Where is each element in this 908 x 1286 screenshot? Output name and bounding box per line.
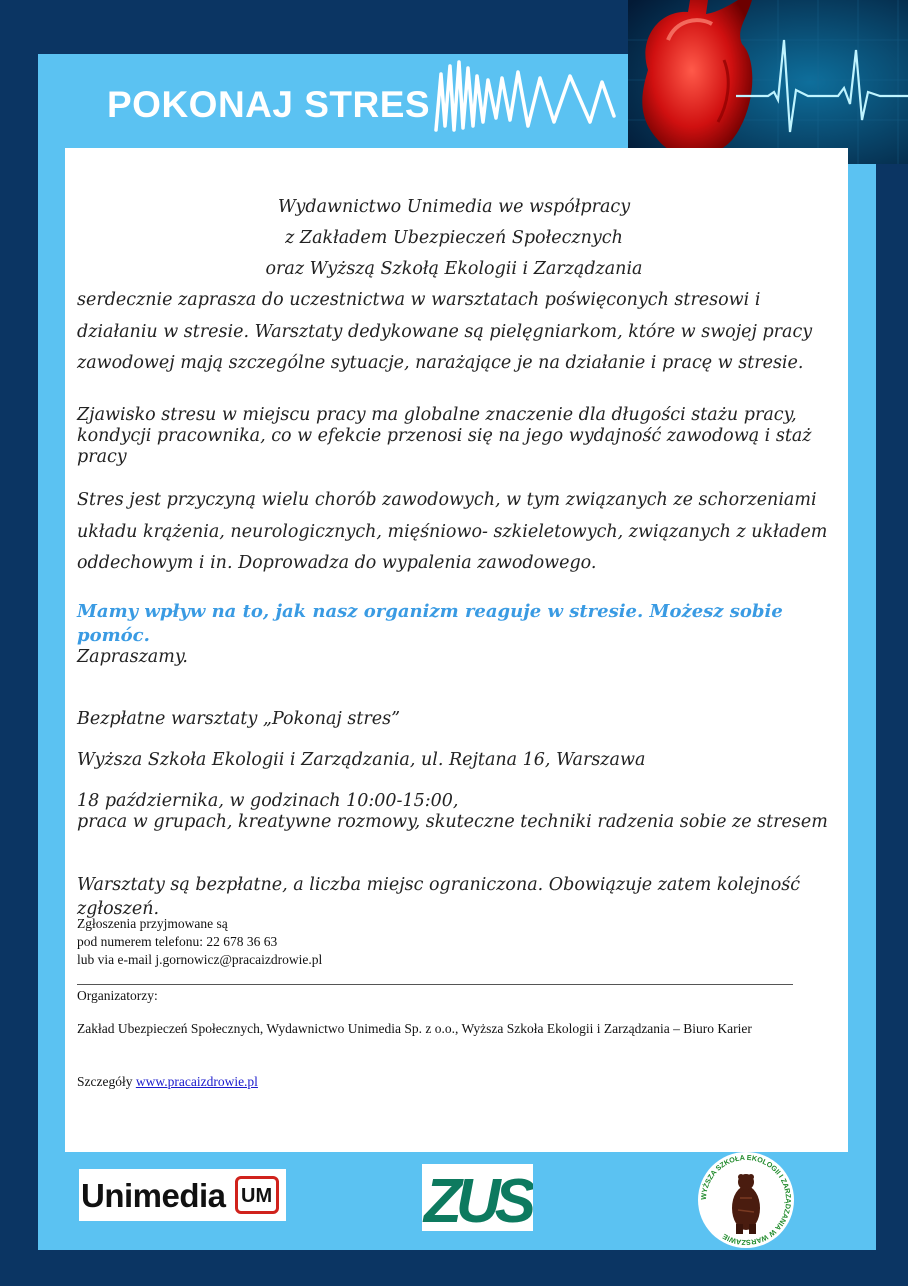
contact-email: lub via e-mail j.gornowicz@pracaizdrowie.pl (77, 952, 323, 967)
workshop-name: Bezpłatne warsztaty „Pokonaj stres” (77, 709, 401, 729)
stress-wave-icon (432, 56, 622, 136)
contact-line-1: Zgłoszenia przyjmowane są (77, 916, 228, 931)
invite-text: Zapraszamy. (77, 647, 188, 667)
wseiz-ring-text: WYŻSZA SZKOŁA EKOLOGII I ZARZĄDZANIA W WARSZAWIE (698, 1152, 794, 1248)
stress-diseases-paragraph: Stres jest przyczyną wielu chorób zawodowych, w tym związanych ze schorzeniami układu krążenia, neurologicznych, mięśniowo- szkieletowych, związanych z układem oddechowym i in. Doprowadza do wypalenia zawodowego. (77, 490, 828, 573)
intro-line-2: z Zakładem Ubezpieczeń Społecznych (285, 228, 623, 248)
details-link[interactable]: www.pracaizdrowie.pl (135, 1074, 258, 1089)
intro-line-1: Wydawnictwo Unimedia we współpracy (277, 197, 631, 217)
intro-line-3: oraz Wyższą Szkołą Ekologii i Zarządzania (265, 259, 643, 279)
heart-ecg-image (628, 0, 908, 164)
details-label: Szczegóły (77, 1074, 136, 1089)
unimedia-logo (79, 1169, 286, 1221)
page-title: POKONAJ STRES (107, 84, 431, 125)
organizers-label: Organizatorzy: (77, 988, 158, 1003)
zus-logo-text: ZUS (424, 1167, 530, 1231)
unimedia-logo-text: Unimedia (81, 1177, 226, 1214)
intro-paragraph: serdecznie zaprasza do uczestnictwa w warsztatach poświęconych stresowi i działaniu w stresie. Warsztaty dedykowane są pielęgniarkom, które w swojej pracy zawodowej mają szczególne sytuacje, narażające je na działanie i pracę w stresie. (77, 290, 813, 373)
contact-phone: pod numerem telefonu: 22 678 36 63 (77, 934, 278, 949)
registration-notice: Warsztaty są bezpłatne, a liczba miejsc ograniczona. Obowiązuje zatem kolejność zgłoszeń. (77, 875, 801, 919)
divider (77, 984, 793, 985)
wseiz-logo (696, 1150, 796, 1250)
workshop-date: 18 października, w godzinach 10:00-15:00, (77, 791, 459, 811)
details-line (77, 1073, 258, 1091)
zus-logo (422, 1164, 533, 1231)
organizers-list: Zakład Ubezpieczeń Społecznych, Wydawnictwo Unimedia Sp. z o.o., Wyższa Szkoła Ekologii i Zarządzania – Biuro Karier (77, 1021, 752, 1036)
highlight-message: Mamy wpływ na to, jak nasz organizm reaguje w stresie. Możesz sobie pomóc. (77, 601, 783, 646)
unimedia-badge (235, 1176, 279, 1214)
unimedia-badge-text: UM (241, 1185, 273, 1207)
stress-impact-paragraph: Zjawisko stresu w miejscu pracy ma globalne znaczenie dla długości stażu pracy, kondycji pracownika, co w efekcie przenosi się na jego wydajność zawodową i staż pracy (77, 405, 812, 467)
workshop-activities: praca w grupach, kreatywne rozmowy, skuteczne techniki radzenia sobie ze stresem (77, 812, 828, 832)
workshop-location: Wyższa Szkoła Ekologii i Zarządzania, ul. Rejtana 16, Warszawa (77, 750, 646, 770)
